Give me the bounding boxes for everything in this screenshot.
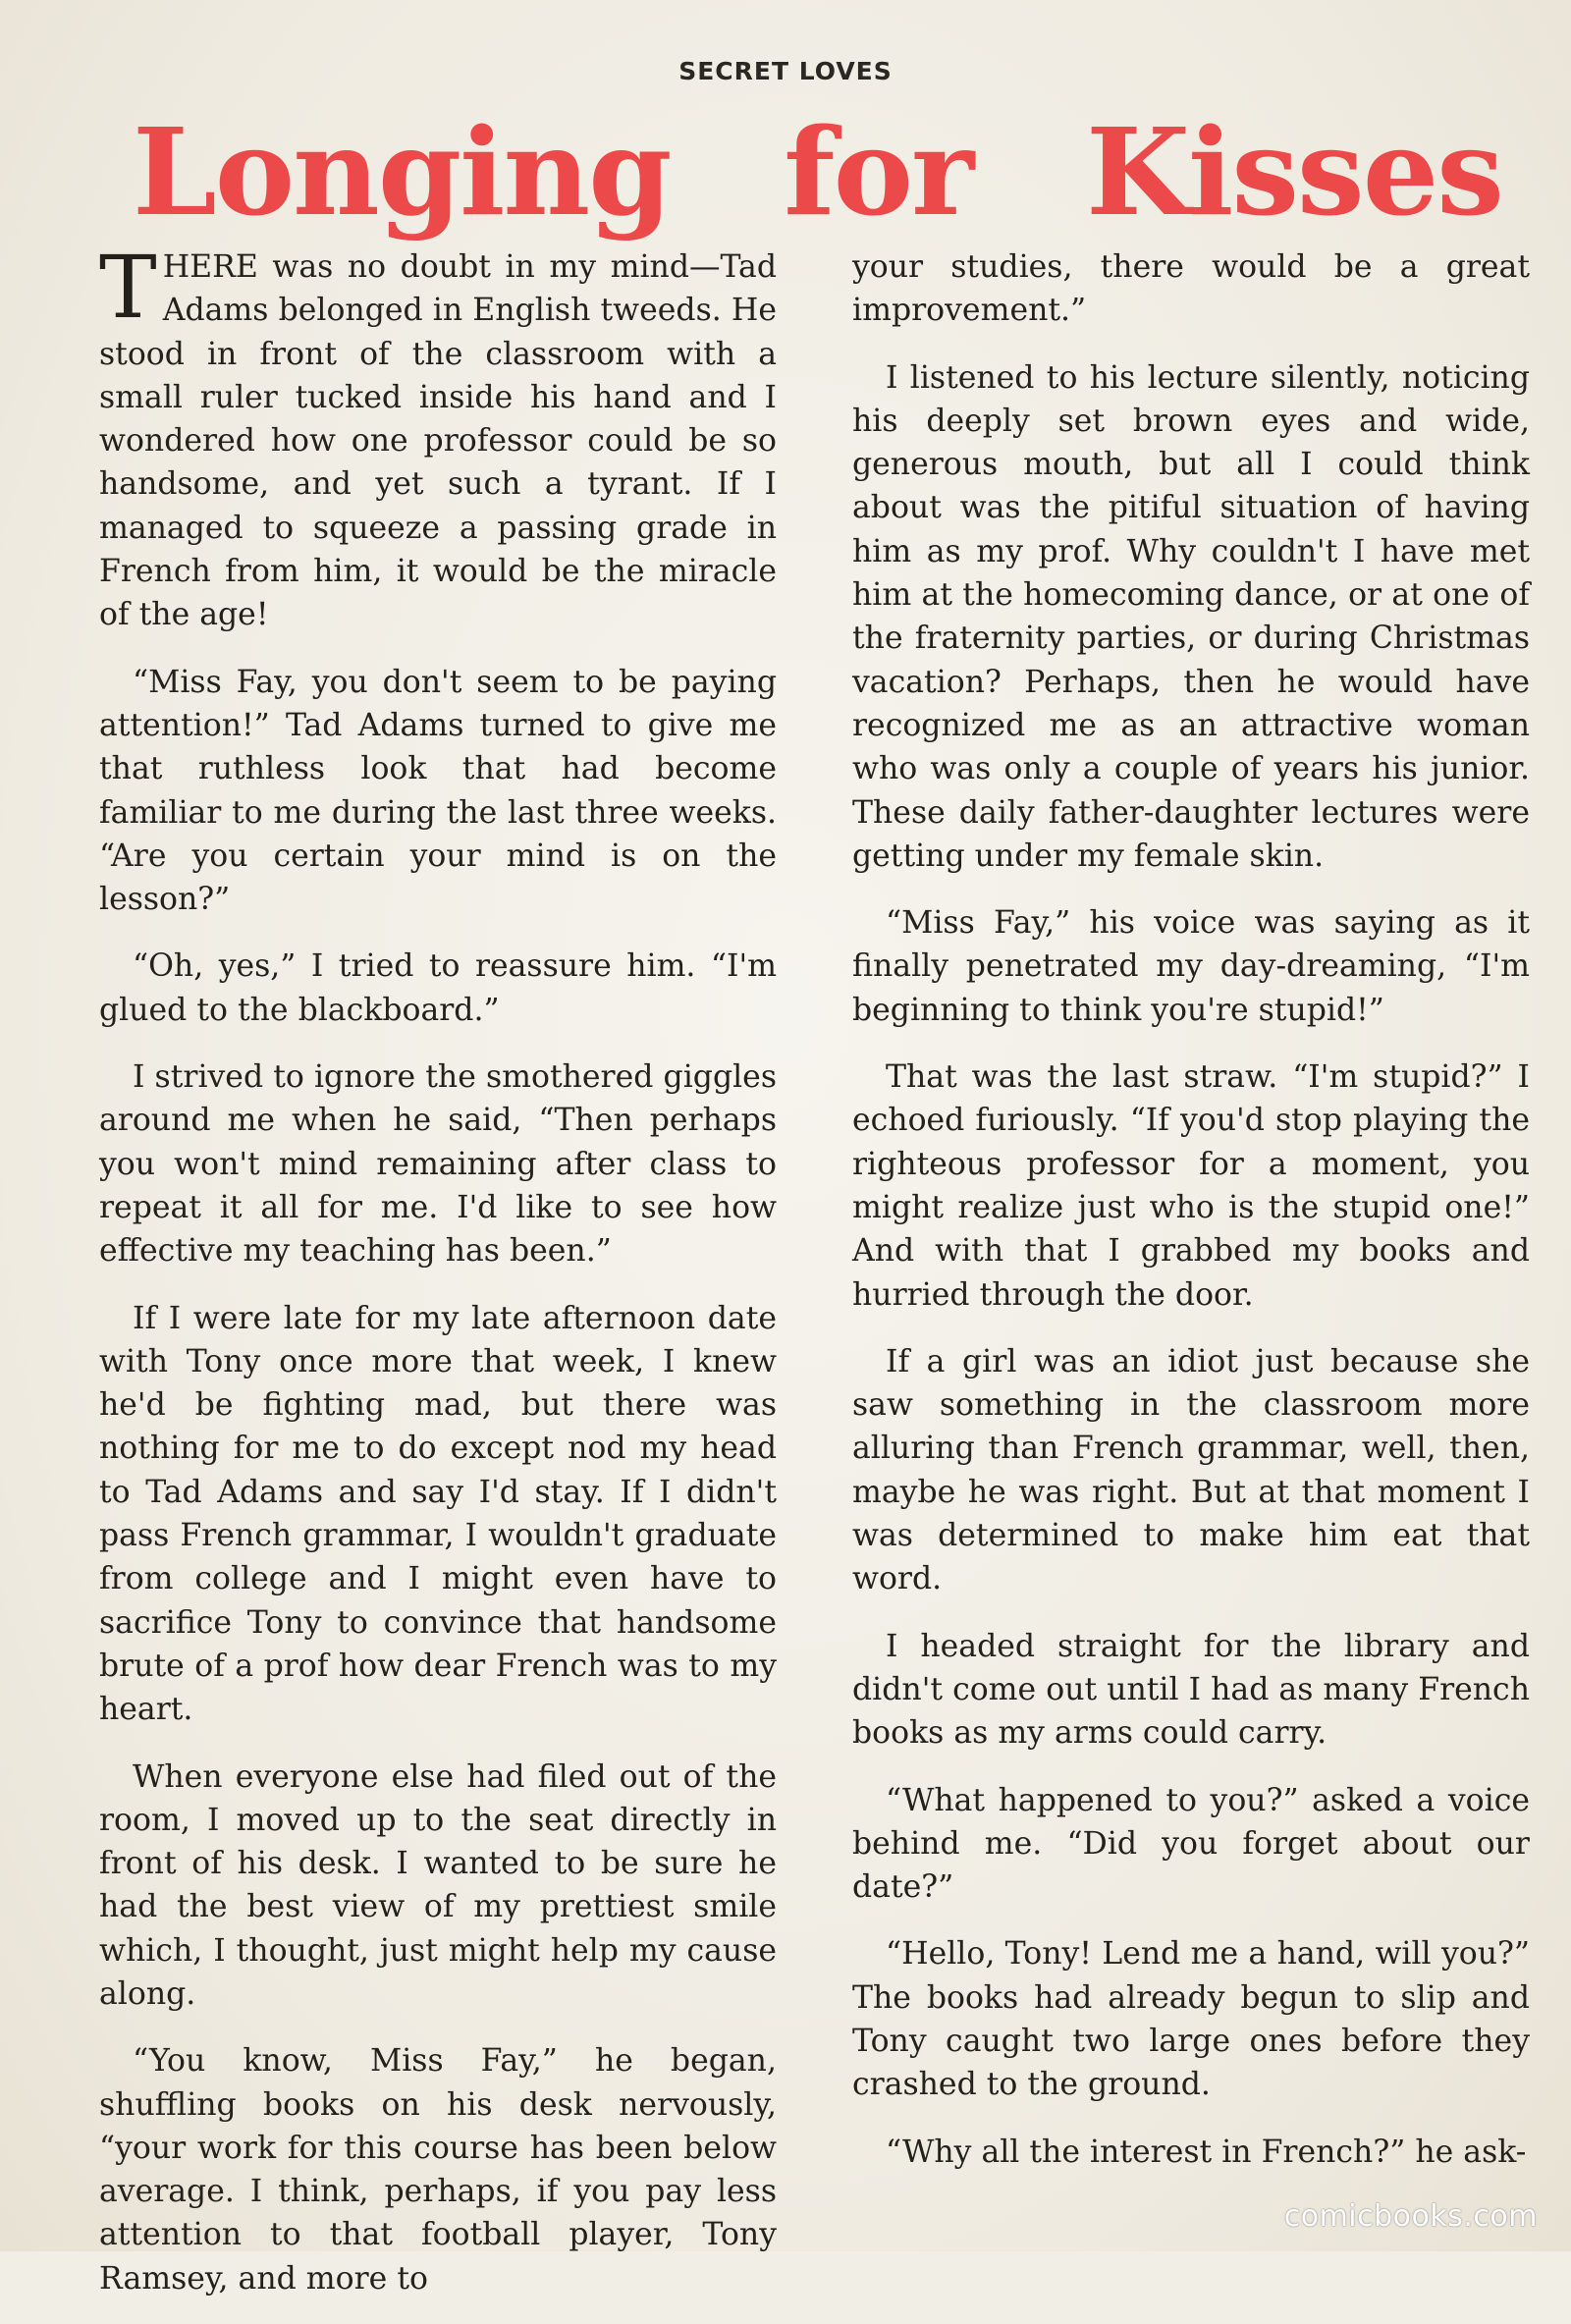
paragraph: That was the last straw. “I'm stupid?” I echoed furiously. “If you'd stop playing the righteous professor for a moment, you might realize just who is the stupid one!” And with that I grabbed my books and hurried through the door. [852,1059,1530,1313]
paragraph: “Oh, yes,” I tried to reassure him. “I'm glued to the blackboard.” [99,948,777,1028]
paragraph-text: was no doubt in my mind—Tad Adams belonged in English tweeds. He stood in front of the classroom with a small ruler tucked inside his hand and I wondered how one professor could be so handsome, and yet such a tyrant. If I managed to squeeze a passing grade in French from him, it would be the miracle of the age! [99,249,777,633]
paragraph: your studies, there would be a great improvement.” [852,249,1530,329]
title-word-for: for [784,101,973,243]
right-column [852,245,1530,2197]
paragraph: “Hello, Tony! Lend me a hand, will you?” The books had already begun to slip and Tony caught two large ones before they crashed to the ground. [852,1936,1530,2103]
paragraph: “Miss Fay,” his voice was saying as it finally penetrated my day-dreaming, “I'm beginning to think you're stupid!” [852,905,1530,1028]
paragraph: I headed straight for the library and didn't come out until I had as many French books as my arms could carry. [852,1628,1530,1752]
paragraph: “Why all the interest in French?” he ask- [886,2134,1527,2170]
title-word-longing: Longing [133,101,671,243]
running-head: SECRET LOVES [678,57,893,85]
left-column [99,237,777,2324]
story-title [133,101,1502,243]
watermark: comicbooks.com [1283,2199,1538,2234]
paragraph: I strived to ignore the smothered giggles around me when he said, “Then perhaps you won't mind remaining after class to repeat it all for me. I'd like to see how effective my teaching has been.” [99,1059,777,1270]
paragraph: When everyone else had filed out of the room, I moved up to the seat directly in front of his desk. I wanted to be sure he had the best view of my prettiest smile which, I thought, just might help my cause along. [99,1758,777,2012]
title-word-kisses: Kisses [1085,101,1502,243]
paragraph: “You know, Miss Fay,” he began, shuffling books on his desk nervously, “your work for this course has been below average. I think, perhaps, if you pay less attention to that football player, Tony Ramsey, and more to [99,2043,777,2297]
paragraph: “Miss Fay, you don't seem to be paying attention!” Tad Adams turned to give me that ruthless look that had become familiar to me during the last three weeks. “Are you certain your mind is on the lesson?” [99,664,777,918]
paragraph: “What happened to you?” asked a voice behind me. “Did you forget about our date?” [852,1782,1530,1906]
paragraph: I listened to his lecture silently, noticing his deeply set brown eyes and wide, generous mouth, but all I could think about was the pitiful situation of having him as my prof. Why couldn't I have met him at the homecoming dance, or at one of the fraternity parties, or during Christmas vacation? Perhaps, then he would have recognized me as an attractive woman who was only a couple of years his junior. These daily father-daughter lectures were getting under my female skin. [852,359,1530,874]
paragraph: If I were late for my late afternoon date with Tony once more that week, I knew he'd be fighting mad, but there was nothing for me to do except nod my head to Tad Adams and say I'd stay. If I didn't pass French grammar, I wouldn't graduate from college and I might even have to sacrifice Tony to convince that handsome brute of a prof how dear French was to my heart. [99,1300,777,1728]
lead-in: HERE [162,249,258,285]
paragraph [99,237,777,637]
drop-cap: T [99,237,157,338]
paragraph: If a girl was an idiot just because she saw something in the classroom more alluring than French grammar, well, then, maybe he was right. But at that moment I was determined to make him eat that word. [852,1343,1530,1597]
